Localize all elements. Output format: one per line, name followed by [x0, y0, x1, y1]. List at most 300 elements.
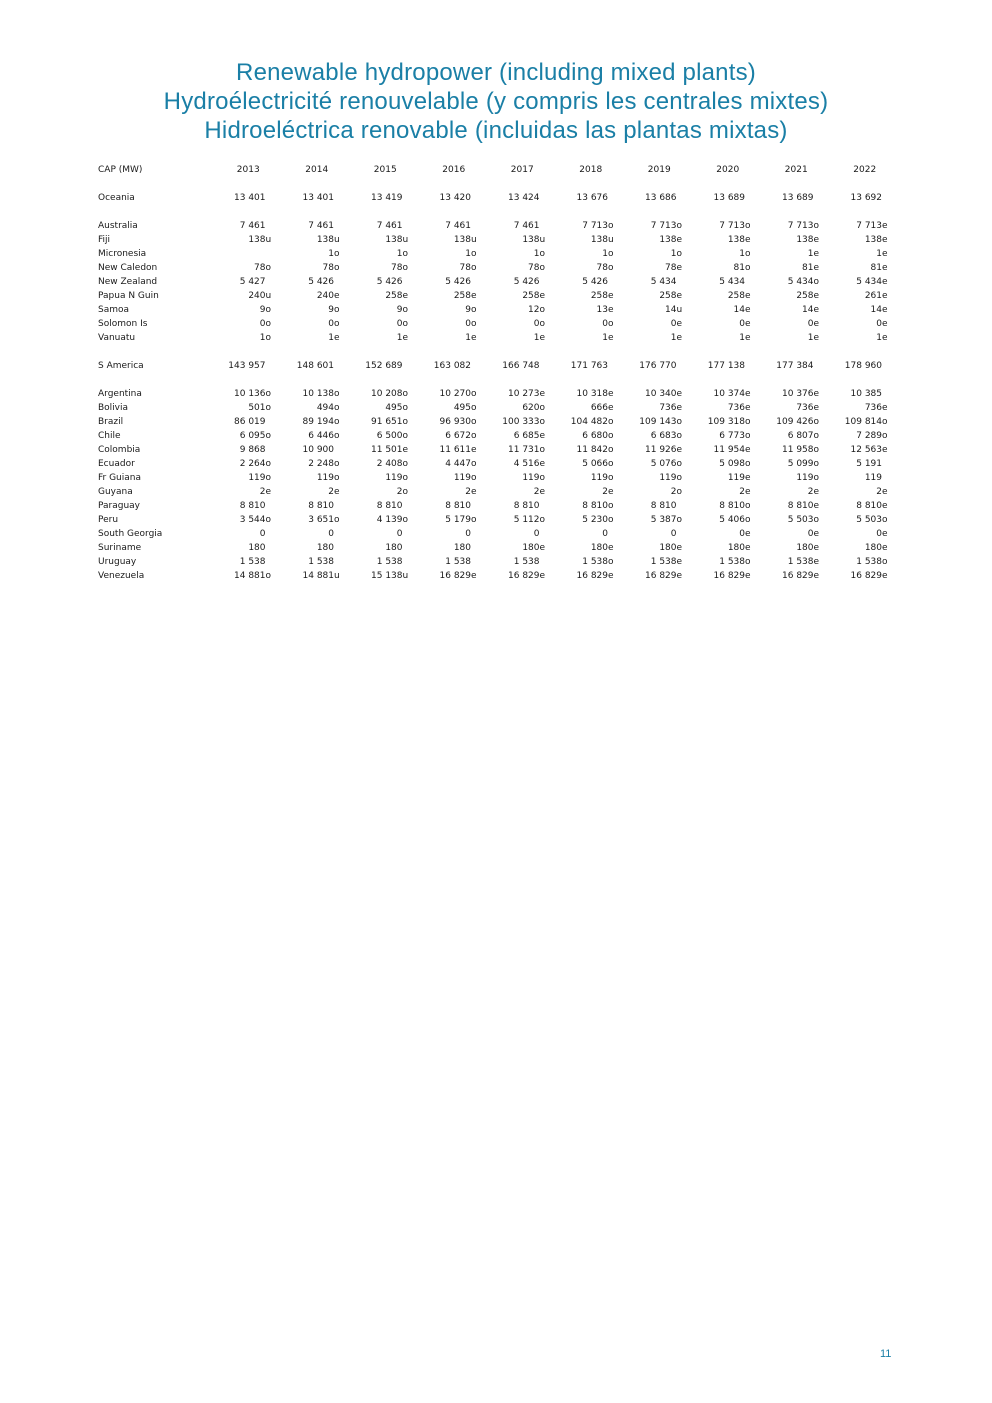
- quality-flag: e: [265, 487, 272, 497]
- capacity-value: 119: [796, 473, 814, 483]
- capacity-value: 119: [522, 473, 540, 483]
- quality-flag: o: [813, 445, 820, 455]
- region-total: 171 763: [570, 361, 608, 371]
- region-total: 13 676: [576, 193, 608, 203]
- capacity-value: 1: [465, 333, 471, 343]
- country-name: Suriname: [98, 543, 142, 553]
- capacity-value: 5 426: [445, 277, 471, 287]
- capacity-value: 15 138: [371, 571, 403, 581]
- quality-flag: e: [539, 571, 546, 581]
- capacity-value: 7 461: [513, 221, 540, 231]
- capacity-value: 6 446: [308, 431, 334, 441]
- quality-flag: e: [882, 571, 888, 581]
- capacity-value: 1: [670, 333, 677, 343]
- year-header: 2015: [373, 165, 397, 175]
- title-french: Hydroélectricité renouvelable (y compris les centrales mixtes): [163, 88, 829, 115]
- quality-flag: o: [813, 473, 820, 483]
- quality-flag: e: [745, 389, 751, 399]
- quality-flag: [334, 219, 351, 233]
- capacity-value: 2 408: [376, 459, 403, 469]
- quality-flag: [677, 275, 694, 289]
- capacity-value: 8 810: [650, 501, 677, 511]
- quality-flag: e: [813, 543, 820, 553]
- quality-flag: e: [813, 529, 820, 539]
- region-total: 13 420: [439, 193, 471, 203]
- capacity-value: 5 503: [856, 515, 882, 525]
- country-row: [98, 429, 899, 443]
- quality-flag: [471, 527, 488, 541]
- capacity-value: 240: [316, 291, 334, 301]
- quality-flag: o: [608, 459, 614, 469]
- capacity-value: 180: [796, 543, 814, 553]
- spacer-row: [98, 373, 899, 387]
- country-name: Peru: [98, 515, 119, 525]
- quality-flag: [266, 541, 283, 555]
- quality-flag: e: [813, 249, 820, 259]
- capacity-value: 2: [396, 487, 403, 497]
- capacity-value: 5 426: [308, 277, 334, 287]
- quality-flag: [471, 219, 488, 233]
- capacity-value: 180: [659, 543, 677, 553]
- quality-flag: o: [334, 305, 340, 315]
- quality-flag: o: [539, 403, 546, 413]
- capacity-value: 5 434: [650, 277, 677, 287]
- capacity-value: 7 289: [856, 431, 882, 441]
- capacity-value: 495: [385, 403, 403, 413]
- quality-flag: o: [334, 417, 340, 427]
- quality-flag: o: [471, 459, 477, 469]
- capacity-value: 8 810: [308, 501, 334, 511]
- quality-flag: u: [334, 235, 340, 245]
- quality-flag: e: [745, 529, 751, 539]
- capacity-value: 6 683: [650, 431, 677, 441]
- capacity-value: 736: [727, 403, 745, 413]
- title-english: Renewable hydropower (including mixed plants): [236, 59, 756, 86]
- capacity-value: 5 230: [582, 515, 608, 525]
- quality-flag: e: [745, 333, 751, 343]
- quality-flag: e: [882, 487, 888, 497]
- capacity-value: 16 829: [576, 571, 608, 581]
- quality-flag: o: [745, 557, 751, 567]
- capacity-value: 1 538: [856, 557, 882, 567]
- quality-flag: e: [471, 571, 477, 581]
- capacity-value: 180: [727, 543, 745, 553]
- capacity-value: 10 270: [439, 389, 471, 399]
- quality-flag: e: [745, 543, 751, 553]
- capacity-value: 3 651: [308, 515, 334, 525]
- quality-flag: e: [471, 333, 477, 343]
- capacity-value: 6 685: [513, 431, 540, 441]
- quality-flag: [677, 527, 694, 541]
- title-spanish: Hidroeléctrica renovable (incluidas las plantas mixtas): [204, 117, 788, 144]
- country-row: [98, 387, 899, 401]
- capacity-value: 16 829: [782, 571, 814, 581]
- quality-flag: e: [539, 291, 546, 301]
- quality-flag: e: [608, 389, 614, 399]
- quality-flag: o: [265, 571, 272, 581]
- capacity-value: 16 829: [508, 571, 540, 581]
- capacity-value: 100 333: [502, 417, 540, 427]
- region-total: 152 689: [365, 361, 403, 371]
- country-row: [98, 289, 899, 303]
- quality-flag: e: [539, 543, 546, 553]
- capacity-value: 2: [807, 487, 814, 497]
- capacity-value: 2: [533, 487, 540, 497]
- country-name: Uruguay: [98, 557, 137, 567]
- quality-flag: [608, 275, 625, 289]
- capacity-value: 5 099: [787, 459, 814, 469]
- quality-flag: o: [471, 431, 477, 441]
- capacity-value: 81: [802, 263, 814, 273]
- country-name: Vanuatu: [98, 333, 136, 343]
- quality-flag: [471, 499, 488, 513]
- quality-flag: [745, 275, 762, 289]
- capacity-value: 736: [796, 403, 814, 413]
- capacity-value: 0: [807, 319, 814, 329]
- capacity-value: 8 810: [787, 501, 814, 511]
- quality-flag: o: [402, 319, 409, 329]
- capacity-value: 9: [465, 305, 471, 315]
- quality-flag: o: [334, 249, 340, 259]
- quality-flag: [266, 247, 283, 261]
- quality-flag: e: [676, 389, 683, 399]
- quality-flag: o: [539, 263, 546, 273]
- capacity-value: 494: [316, 403, 334, 413]
- country-row: [98, 499, 899, 513]
- quality-flag: o: [745, 417, 751, 427]
- capacity-value: 258: [522, 291, 540, 301]
- capacity-value: 109 814: [844, 417, 882, 427]
- quality-flag: e: [676, 557, 683, 567]
- capacity-value: 180: [316, 543, 334, 553]
- capacity-value: 7 713: [719, 221, 745, 231]
- quality-flag: e: [813, 263, 820, 273]
- capacity-value: 258: [727, 291, 745, 301]
- quality-flag: [334, 527, 351, 541]
- region-name: Oceania: [98, 193, 135, 203]
- capacity-value: 96 930: [439, 417, 471, 427]
- year-header: 2019: [647, 165, 671, 175]
- quality-flag: [882, 387, 899, 401]
- page-titles: [0, 58, 992, 145]
- quality-flag: e: [882, 221, 888, 231]
- spacer-row: [98, 205, 899, 219]
- capacity-value: 6 807: [787, 431, 814, 441]
- capacity-value: 119: [590, 473, 608, 483]
- region-total: 13 689: [782, 193, 814, 203]
- quality-flag: e: [882, 403, 888, 413]
- capacity-value: 119: [385, 473, 403, 483]
- region-total: 177 384: [776, 361, 814, 371]
- capacity-value: 138: [522, 235, 540, 245]
- region-total: 13 419: [371, 193, 403, 203]
- quality-flag: o: [539, 249, 546, 259]
- quality-flag: o: [471, 515, 477, 525]
- country-name: Samoa: [98, 305, 130, 315]
- quality-flag: e: [539, 389, 546, 399]
- capacity-value: 8 810: [582, 501, 608, 511]
- quality-flag: o: [539, 305, 546, 315]
- region-total: 177 138: [707, 361, 745, 371]
- capacity-value: 0: [396, 529, 403, 539]
- capacity-value: 1: [465, 249, 471, 259]
- quality-flag: o: [813, 431, 820, 441]
- capacity-value: 109 426: [776, 417, 814, 427]
- capacity-value: 0: [465, 319, 471, 329]
- quality-flag: [403, 555, 420, 569]
- quality-flag: o: [402, 473, 409, 483]
- country-name: Brazil: [98, 417, 124, 427]
- capacity-value: 240: [248, 291, 266, 301]
- country-row: [98, 233, 899, 247]
- capacity-value: 6 672: [445, 431, 471, 441]
- country-row: [98, 303, 899, 317]
- quality-flag: e: [539, 333, 546, 343]
- capacity-value: 11 501: [371, 445, 403, 455]
- quality-flag: e: [813, 501, 820, 511]
- capacity-value: 9: [328, 305, 334, 315]
- capacity-value: 2: [670, 487, 677, 497]
- capacity-value: 180: [522, 543, 540, 553]
- capacity-value: 1: [876, 249, 882, 259]
- capacity-value: 2: [465, 487, 471, 497]
- year-header: 2013: [236, 165, 260, 175]
- quality-flag: [471, 275, 488, 289]
- quality-flag: e: [882, 277, 888, 287]
- capacity-value: 1: [602, 249, 608, 259]
- quality-flag: o: [265, 459, 272, 469]
- spacer-row: [98, 345, 899, 359]
- quality-flag: e: [813, 291, 820, 301]
- quality-flag: [334, 443, 351, 457]
- quality-flag: o: [676, 515, 683, 525]
- quality-flag: e: [676, 291, 683, 301]
- capacity-value: 495: [453, 403, 471, 413]
- quality-flag: o: [882, 417, 888, 427]
- country-name: Papua N Guin: [98, 291, 159, 301]
- quality-flag: o: [745, 501, 751, 511]
- capacity-value: [214, 247, 266, 261]
- quality-flag: [403, 527, 420, 541]
- quality-flag: e: [402, 445, 409, 455]
- capacity-value: 0: [670, 529, 677, 539]
- quality-flag: o: [265, 263, 272, 273]
- quality-flag: o: [265, 473, 272, 483]
- quality-flag: o: [882, 515, 888, 525]
- quality-flag: o: [745, 249, 751, 259]
- quality-flag: e: [539, 487, 546, 497]
- country-row: [98, 457, 899, 471]
- capacity-value: 4 516: [513, 459, 540, 469]
- quality-flag: [403, 275, 420, 289]
- capacity-value: 12: [528, 305, 540, 315]
- quality-flag: [540, 499, 557, 513]
- country-row: [98, 569, 899, 583]
- quality-flag: o: [608, 557, 614, 567]
- quality-flag: o: [745, 263, 751, 273]
- quality-flag: o: [676, 249, 683, 259]
- capacity-value: 1 538: [787, 557, 814, 567]
- quality-flag: o: [402, 487, 409, 497]
- capacity-value: 119: [248, 473, 266, 483]
- country-name: Fiji: [98, 235, 111, 245]
- region-total: 13 401: [234, 193, 266, 203]
- capacity-value: 620: [522, 403, 540, 413]
- country-name: Bolivia: [98, 403, 129, 413]
- quality-flag: [403, 219, 420, 233]
- capacity-value: 104 482: [570, 417, 608, 427]
- capacity-value: 119: [316, 473, 334, 483]
- capacity-value: 0: [396, 319, 403, 329]
- quality-flag: e: [882, 291, 888, 301]
- quality-flag: e: [882, 235, 888, 245]
- capacity-value: 1: [533, 333, 540, 343]
- country-row: [98, 219, 899, 233]
- capacity-value: 0: [739, 319, 745, 329]
- quality-flag: e: [882, 319, 888, 329]
- quality-flag: o: [265, 389, 272, 399]
- capacity-value: 138: [864, 235, 882, 245]
- capacity-value: 0: [739, 529, 745, 539]
- quality-flag: o: [813, 417, 820, 427]
- quality-flag: o: [539, 445, 546, 455]
- capacity-value: 78: [254, 263, 266, 273]
- capacity-value: 258: [796, 291, 814, 301]
- country-row: [98, 555, 899, 569]
- quality-flag: e: [745, 473, 751, 483]
- spacer-row: [98, 177, 899, 191]
- capacity-value: 1: [396, 249, 403, 259]
- capacity-value: 1: [602, 333, 608, 343]
- country-name: Fr Guiana: [98, 473, 141, 483]
- quality-flag: o: [813, 515, 820, 525]
- country-row: [98, 401, 899, 415]
- capacity-value: 11 926: [645, 445, 677, 455]
- capacity-value: 0: [259, 319, 266, 329]
- capacity-value: 5 503: [787, 515, 814, 525]
- country-name: Ecuador: [98, 459, 135, 469]
- quality-flag: e: [813, 557, 820, 567]
- capacity-value: 1: [807, 249, 814, 259]
- quality-flag: o: [334, 319, 340, 329]
- quality-flag: e: [608, 571, 614, 581]
- quality-flag: [334, 555, 351, 569]
- capacity-value: 1: [670, 249, 677, 259]
- quality-flag: o: [539, 515, 546, 525]
- capacity-value: 119: [727, 473, 745, 483]
- quality-flag: e: [745, 291, 751, 301]
- capacity-value: 9: [396, 305, 403, 315]
- capacity-value: 2: [259, 487, 266, 497]
- quality-flag: o: [745, 459, 751, 469]
- quality-flag: u: [608, 235, 614, 245]
- country-row: [98, 247, 899, 261]
- quality-flag: o: [265, 515, 272, 525]
- year-header: 2018: [579, 165, 603, 175]
- quality-flag: [334, 541, 351, 555]
- quality-flag: u: [539, 235, 546, 245]
- capacity-value: 1 538: [308, 557, 334, 567]
- quality-flag: o: [882, 431, 888, 441]
- capacity-value: 138: [385, 235, 403, 245]
- capacity-value: 0: [602, 319, 608, 329]
- region-total: 143 957: [228, 361, 266, 371]
- quality-flag: o: [676, 473, 683, 483]
- capacity-value: 180: [453, 543, 471, 553]
- capacity-value: 86 019: [234, 417, 266, 427]
- year-header: 2022: [853, 165, 877, 175]
- capacity-value: 138: [727, 235, 745, 245]
- country-name: Guyana: [98, 487, 133, 497]
- quality-flag: o: [608, 249, 614, 259]
- capacity-value: 4 139: [376, 515, 403, 525]
- quality-flag: o: [471, 473, 477, 483]
- capacity-value: 7 461: [445, 221, 471, 231]
- country-row: [98, 443, 899, 457]
- capacity-value: 8 810: [719, 501, 745, 511]
- quality-flag: o: [471, 319, 477, 329]
- capacity-value: 0: [465, 529, 471, 539]
- quality-flag: o: [676, 487, 683, 497]
- quality-flag: u: [265, 291, 272, 301]
- capacity-value: 89 194: [302, 417, 334, 427]
- capacity-value: 8 810: [445, 501, 471, 511]
- country-row: [98, 527, 899, 541]
- capacity-value: 5 426: [376, 277, 403, 287]
- quality-flag: [266, 275, 283, 289]
- capacity-value: 10 376: [782, 389, 814, 399]
- region-total: 166 748: [502, 361, 540, 371]
- quality-flag: e: [882, 249, 888, 259]
- country-name: New Caledon: [98, 263, 158, 273]
- quality-flag: e: [334, 291, 340, 301]
- capacity-value: 119: [659, 473, 677, 483]
- quality-flag: o: [402, 389, 409, 399]
- capacity-value: 5 434: [856, 277, 882, 287]
- capacity-value: 138: [453, 235, 471, 245]
- capacity-value: 7 461: [239, 221, 266, 231]
- capacity-value: 14 881: [302, 571, 334, 581]
- year-header: 2016: [442, 165, 466, 175]
- quality-flag: o: [334, 389, 340, 399]
- quality-flag: o: [676, 431, 683, 441]
- capacity-value: 0: [602, 529, 608, 539]
- quality-flag: o: [402, 263, 409, 273]
- capacity-value: 81: [870, 263, 882, 273]
- capacity-value: 180: [248, 543, 266, 553]
- capacity-value: 2: [602, 487, 608, 497]
- capacity-value: 138: [659, 235, 677, 245]
- quality-flag: [266, 555, 283, 569]
- capacity-value: 119: [453, 473, 471, 483]
- page-number: 11: [880, 1348, 892, 1360]
- quality-flag: e: [882, 529, 888, 539]
- capacity-value: 6 095: [239, 431, 266, 441]
- capacity-value: 91 651: [371, 417, 403, 427]
- quality-flag: e: [813, 571, 820, 581]
- capacity-value: 10 136: [234, 389, 266, 399]
- quality-flag: o: [608, 417, 614, 427]
- quality-flag: e: [471, 291, 477, 301]
- capacity-value: 78: [528, 263, 540, 273]
- capacity-value: 10 138: [302, 389, 334, 399]
- country-name: New Zealand: [98, 277, 158, 287]
- quality-flag: [882, 457, 899, 471]
- quality-flag: e: [813, 333, 820, 343]
- region-total: 13 686: [645, 193, 677, 203]
- quality-flag: e: [676, 543, 683, 553]
- capacity-value: 8 810: [513, 501, 540, 511]
